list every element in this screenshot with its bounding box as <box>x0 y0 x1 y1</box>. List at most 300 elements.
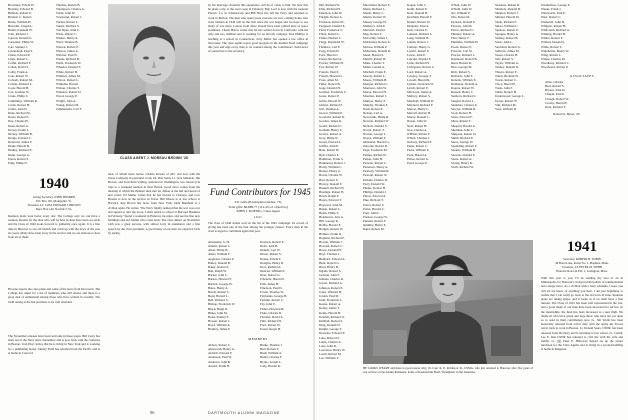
name-entry: Snow, George W. <box>451 140 474 145</box>
name-entry: Hazen, Robert L. <box>319 206 341 211</box>
name-entry: Holmes, Frank D. <box>319 231 342 236</box>
member-entry: Butler, Charles F. <box>260 355 283 360</box>
name-entry: Perry, Donald W. <box>363 181 385 186</box>
name-entry: Fogg, Edwin H. <box>319 48 340 53</box>
name-entry: Parker, John H. <box>363 156 383 161</box>
name-entry: Enright, Robert A. <box>319 15 343 20</box>
name-entry: Mitchell, Frank E. <box>363 69 387 74</box>
name-entry: Goodwin, Robert R. <box>319 115 345 120</box>
name-entry: Metcalf, Robert B. <box>407 111 431 116</box>
name-entry: Cummings, William R. <box>8 98 38 103</box>
name-entry: Francis, Paul E. <box>319 69 340 74</box>
contributor-entry: Evans, Thomas W. <box>260 289 284 294</box>
name-entry: Sawyer, William R. <box>451 106 477 111</box>
name-entry: Norris, Robert T. <box>363 127 385 132</box>
member-entry: Abbott, Robert C. <box>208 343 231 347</box>
name-entry: Wood, George P. <box>56 94 78 99</box>
members-column-2 <box>260 343 308 403</box>
class-agent-photo <box>108 4 200 154</box>
name-entry: Kent, Donald H. <box>407 11 429 16</box>
contributor-entry: Duncan, William E. <box>260 269 286 274</box>
name-entry: Dewey, Frank L. <box>8 127 30 132</box>
name-entry: Hammond, Robert J. <box>319 160 346 165</box>
name-entry: Taylor, William A. <box>495 61 519 66</box>
contributor-entry: Appleton, Charles P. <box>208 256 235 261</box>
contributor-entry: Flint, Richard H. <box>260 318 282 323</box>
name-entry: Stark, John L. <box>495 40 513 45</box>
name-entry: Horton, William J. <box>319 239 343 244</box>
name-entry: Hardy, William C. <box>319 165 343 170</box>
contributors-column-1 <box>208 240 256 334</box>
name-entry: Peirce, Richard C. <box>451 27 475 32</box>
contributor-entry: Baker, Robert E. <box>208 264 230 269</box>
name-entry: Harris, Charles W. <box>319 173 343 178</box>
name-entry: Webster, Paul N. <box>56 52 78 57</box>
name-entry: Hill, George R. <box>319 219 339 224</box>
member-entry: Cady, Harold R. <box>260 363 281 368</box>
name-entry: Sherman, John C. <box>451 127 474 132</box>
name-entry: Dodge, Edward C. <box>8 136 32 140</box>
name-entry: Keith, Robert E. <box>407 7 428 12</box>
name-entry: Rand, Robert M. <box>363 227 385 232</box>
name-entry: Morey, Donald C. <box>407 115 430 120</box>
name-entry: Fuller, Robert B. <box>319 81 341 86</box>
name-entry: Nye, Charles A. <box>407 127 428 132</box>
names-column-left <box>8 3 52 169</box>
name-entry: Wilcox, Robert L. <box>56 77 80 82</box>
class-year-heading: 1940 <box>39 176 69 192</box>
name-entry: Henderson, Jack A. <box>319 214 344 219</box>
name-entry: Vail, Richard M. <box>495 102 517 107</box>
name-entry: Field, Frederick S. <box>319 27 343 32</box>
name-entry: Proctor, Richard L. <box>451 52 476 57</box>
name-entry: Gilbert, Richard F. <box>319 102 343 107</box>
name-entry: Frost, Allen M. <box>319 77 339 82</box>
associate-entry: Dole, Richard T. <box>545 104 567 109</box>
name-entry: Cutler, John D. <box>8 106 28 111</box>
contributor-entry: Barnes, Howard F. <box>208 277 232 282</box>
name-entry: Nichols, Donald S. <box>363 123 388 128</box>
contributor-entry: Allen, Philip H. <box>208 248 229 253</box>
contributor-entry: Doane, Edwin F. <box>260 256 282 261</box>
name-entry: Woodbury, Richard C. <box>541 61 570 66</box>
name-entry: Morse, Edward H. <box>363 90 387 95</box>
name-entry: Wright, John A. <box>56 98 77 103</box>
name-entry: Thayer, Robert E. <box>495 69 518 74</box>
contributor-entry: Bates, Henry A. <box>208 285 229 290</box>
name-entry: Nason, John W. <box>407 119 428 124</box>
name-entry: Ketchum, Harold F. <box>407 15 433 20</box>
name-entry: Willard, Donald S. <box>541 40 565 45</box>
name-entry: Marshall, William D. <box>407 98 435 103</box>
name-entry: Mathews, John E. <box>363 23 386 28</box>
name-entry: Noyes, William F. <box>363 136 387 140</box>
name-entry: West, Robert C. <box>541 15 562 20</box>
name-entry: Scott, Robert H. <box>451 111 472 116</box>
name-entry: Day, Charles H. <box>8 119 29 124</box>
name-entry: Colby, Frank A. <box>8 69 29 74</box>
name-entry: Hatch, Ralph P. <box>319 194 339 199</box>
name-entry: Tenney, Donald R. <box>495 65 519 70</box>
names-column-6 <box>541 3 623 71</box>
name-entry: Kemp, Harold B. <box>319 310 341 315</box>
name-entry: Cox, Gardner N. <box>8 90 30 95</box>
name-entry: Sessions, Robert R. <box>495 3 520 7</box>
name-entry: Miles, Charles T. <box>363 61 385 66</box>
name-entry: Gray, Philip N. <box>319 136 339 140</box>
associate-entry: Bryant, John D. <box>545 88 566 93</box>
name-entry: Burns, William H. <box>8 19 32 24</box>
contributor-entry: Ellis, James B. <box>260 281 279 286</box>
name-entry: Turner, Richard S. <box>56 23 80 28</box>
name-entry: Wheeler, Donald E. <box>56 65 82 70</box>
name-entry: Stone, Robert A. <box>451 156 473 161</box>
name-entry: Wilson, Charles T. <box>56 86 80 91</box>
name-entry: Dickey, William B. <box>8 131 33 136</box>
name-entry: Mead, Harold S. <box>363 52 385 57</box>
name-entry: Lord, Robert A. <box>407 69 428 74</box>
name-entry: Hart, Robert E. <box>319 177 339 182</box>
name-entry: Lane, John R. <box>319 343 337 348</box>
name-entry: Griffin, John P. <box>319 144 339 149</box>
name-entry: Wells, Frederick W. <box>56 61 82 66</box>
name-entry: Slade, Richard F. <box>495 19 517 24</box>
name-entry: Plummer, William H. <box>451 40 479 45</box>
contributor-entry: Bowen, Robert J. <box>208 318 231 323</box>
name-entry: Clark, Robert L. <box>8 57 29 62</box>
name-entry: Taft, Robert S. <box>495 57 514 62</box>
associate-entry: Chapin, Paul E. <box>545 92 566 97</box>
member-entry: Arnold, Frank H. <box>208 363 230 368</box>
name-entry: Saunders, Charles P. <box>451 102 478 107</box>
name-entry: Smith, Richard E. <box>451 136 474 140</box>
contributor-entry: Barker, John C. <box>208 273 228 278</box>
member-entry: Andrews, John B. <box>208 359 231 364</box>
name-entry: Lathrop, Henry G. <box>407 44 431 49</box>
name-entry: Judd, Frederick L. <box>319 298 343 303</box>
contributor-entry: Beach, Robert C. <box>208 289 230 294</box>
contributor-entry: Fiske, Charles R. <box>260 310 282 315</box>
associate-entry: Clough, Robert W. <box>545 96 569 101</box>
name-entry: Conant, Richard L. <box>8 81 33 86</box>
name-entry: Brownlee, Edwin W. <box>8 3 35 7</box>
name-entry: Wilder, Robert E. <box>541 36 564 41</box>
name-entry: Weeks, Frank J. <box>541 7 562 12</box>
member-entry: Burr, Robert T. <box>260 347 280 352</box>
name-entry: Lang, William B. <box>407 36 430 41</box>
name-entry: Kidder, Robert W. <box>407 19 431 24</box>
name-entry: Sanborn, Richard J. <box>451 94 477 99</box>
name-entry: Olmstead, Harold G. <box>363 140 390 145</box>
member-entry: Byrne, Joseph L. <box>260 359 282 364</box>
name-entry: Harper, Henry G. <box>319 169 342 174</box>
name-entry: Green, Edward L. <box>319 140 342 145</box>
contributor-entry: Fisher, Howard M. <box>260 306 285 311</box>
name-entry: Peck, Harold A. <box>407 152 428 157</box>
name-entry: Neal, Robert H. <box>407 123 428 128</box>
name-entry: Gould, Richard C. <box>319 123 343 128</box>
name-entry: Wetherell, John D. <box>541 19 565 24</box>
name-entry: Willis, Robert T. <box>541 44 563 49</box>
name-entry: Erickson, Robert K. <box>319 19 345 24</box>
name-entry: Colwell, Robert M. <box>8 77 33 82</box>
name-entry: Lynch, Robert E. <box>407 86 429 91</box>
contributor-entry: Bishop, Frederick W. <box>208 302 236 307</box>
name-entry: Reed, Harold D. <box>451 61 472 66</box>
name-entry: Stevens, Donald P. <box>451 152 475 157</box>
name-entry: Rogers, Robert W. <box>451 86 475 91</box>
contributor-entry: Dow, Richard A. <box>260 264 282 269</box>
contributor-entry: Boyd, William A. <box>208 323 231 328</box>
name-entry: Gates, Robert P. <box>319 94 340 99</box>
left-page <box>0 0 313 420</box>
name-entry: Hayes, Edward T. <box>319 198 342 203</box>
name-entry: Wade, Robert C. <box>56 32 78 37</box>
name-entry: Pierce, Edward A. <box>363 194 387 199</box>
name-entry: Gordon, James K. <box>319 119 343 124</box>
name-entry: Ingalls, Robert S. <box>319 269 342 273</box>
member-entry: Anderson, Paul W. <box>208 355 232 360</box>
name-entry: Butler, Kenneth W. <box>8 27 33 32</box>
middle-column-text: men, of whom more below. Charlie Rowan of ATC and now with the Texas Company in personnel work. Dr. Bob Stern, Lt. Jack Simonds, Jim Howes, and Tom Reid writing, stationed in Washington, two motorcycle trips to a weekend reunion in New Haven. Good news comes from the meeting at which the Bennett men met for dinner at the Inn and heard of new plans. Ed Mailer writes that he has moved to Chicago, and Lew Brooks is now in the service in Texas. Bill Moore is at law school at Harvard. Ray Brown has news from New York. Dick Burnham is a civilian again. He writes: 'The Navy finally realized that the war was over and agreed to turn me loose. I shall return to school at Harvard Business in February.' Spend a weekend in Hanover, he urges, and see the fine new buildings and old friends who come back. The class dinner on November 14th was a great success, with almost forty in attendance and a fine speech by the class president. A good many of our men are expected back by spring. <box>108 172 200 235</box>
column-1941-text: With this year to you, I'll be sending my best of all in Minneapolis for Hanover's well-provided public accommodations and college news. As a civilian with a busy schedule, I hope you will let me know of anything you hear. I am just beginning to realize that I can really go back to the old town in June. Reunion plans are taking shape, and it looks as if we shall have a fine turnout. The Class of 1941 has been well represented in the war, and a good many of our men have been decorated for service. In the meanwhile, the fund has been increased to a new high. We thank all who have given and urge those who have not yet done so to send in their contribution now. Lt. Jim Wolfe has been honorably released from active duty with the Army Air Forces and is back at work in Boston. Lt. Donald Sears, USNR, has been released from the Navy and is returning to law school. Lt. Comdr. Lee E. Rau USNR has returned to civil life with his wife and family. Lt. (jg) Peter E. Halloway helped set up the award luncheon for the Class Agents and is living in a second-building at home in Kingston. <box>541 276 623 352</box>
name-entry: Pettee, Robert G. <box>407 156 429 161</box>
name-entry: Whitney, James M. <box>56 73 81 78</box>
fund-contributors-title: Fund Contributors for 1945 <box>210 187 311 197</box>
name-entry: Mallory, Robert S. <box>407 94 431 99</box>
name-entry: Hoyt, Thomas L. <box>319 252 341 257</box>
name-entry: Whiting, Harold B. <box>541 32 566 37</box>
name-entry: Hobbs, Harold E. <box>319 223 342 228</box>
name-entry: Lamb, Charles A. <box>319 339 342 344</box>
name-entry: Phinney, Robert A. <box>451 32 476 37</box>
name-entry: Kelley, James T. <box>319 306 340 311</box>
name-entry: Ward, Thomas B. <box>56 40 79 45</box>
contributor-entry: Dyer, Robert G. <box>260 273 281 278</box>
name-entry: King, Donald W. <box>319 323 341 328</box>
name-entry: Rice, George M. <box>451 65 473 70</box>
officer-line: Dept. Box 140, Norfolk 3, Va. <box>35 207 73 211</box>
name-entry: Jewett, Richard A. <box>319 281 343 286</box>
name-entry: Winslow, Robert D. <box>56 90 82 95</box>
name-entry: Buscemi, Joseph L. <box>8 23 33 28</box>
name-entry: Spaulding, Robert F. <box>451 144 478 149</box>
contributor-entry: Dixon, Robert S. <box>260 252 282 257</box>
name-entry: Simpson, Robert D. <box>451 131 477 136</box>
name-entry: Pearson, Robert N. <box>363 173 388 178</box>
name-entry: Parks, William E. <box>407 148 430 153</box>
name-entry: Drake, Harold R. <box>8 144 30 149</box>
name-entry: Keene, Robert A. <box>319 302 342 307</box>
name-entry: Sweet, Charles H. <box>495 52 519 57</box>
member-entry: Ainsworth, Henry A. <box>208 347 235 352</box>
name-entry: Larkin, Robert J. <box>407 40 429 45</box>
name-entry: Pond, George E. <box>407 160 429 165</box>
column-1940-para2: Browne reports the class plans and some of the news from his travels. The College has asked for a list of members who will attend, and there is a good deal of enthusiasm among those who have written in recently. The 1940 outing at the Inn promises to be well attended. <box>8 287 100 304</box>
name-entry: Marsh, Henry C. <box>363 11 385 16</box>
magazine-footer-title: DARTMOUTH ALUMNI MAGAZINE <box>208 411 281 415</box>
name-entry: Maynard, Richard F. <box>407 102 434 107</box>
officer-line: Treasurer, LT. COM. EDWARD J. BROWN <box>27 203 81 207</box>
agent-credit: Robert W. Hever, '40 <box>553 112 580 116</box>
photo-caption: CLASS AGENT J. MOREAU BROWN '28 <box>119 156 189 160</box>
associates-heading: ASSOCIATES <box>569 74 595 78</box>
name-entry: Cole, Robert W. <box>8 73 29 78</box>
contributor-entry: Davison, Robert E. <box>260 240 285 244</box>
name-entry: Raymond, Robert B. <box>451 57 478 62</box>
name-entry: Norton, George L. <box>363 131 387 136</box>
name-entry: Tuttle, Robert H. <box>495 90 517 95</box>
name-entry: Packard, Donald E. <box>451 19 476 24</box>
name-entry: Thompson, Charles A. <box>56 7 85 12</box>
contributor-entry: Fletcher, David A. <box>260 314 284 319</box>
name-entry: White, Robert H. <box>56 69 78 74</box>
name-entry: Tracy, Harold P. <box>495 81 516 86</box>
name-entry: Cook, Harold B. <box>8 86 30 91</box>
name-entry: Bullock, Robert E. <box>8 11 32 16</box>
name-entry: Mann, Richard L. <box>363 7 386 12</box>
class-year-heading-right: 1941 <box>567 239 597 255</box>
name-entry: Miller, Gerald A. <box>363 65 385 70</box>
associate-entry: Crosby, Harold F. <box>545 100 568 105</box>
contributor-entry: Bean, Harold L. <box>208 294 229 299</box>
name-entry: Pratt, John L. <box>363 210 381 215</box>
contributor-entry: Dennis, Carl W. <box>260 248 281 253</box>
name-entry: Tilton, Richard W. <box>495 73 519 78</box>
name-entry: Pike, Richard T. <box>363 198 384 203</box>
name-entry: Winter, Charles M. <box>541 57 566 62</box>
name-entry: Lyman, Frederick W. <box>407 81 434 86</box>
name-entry: Putnam, Robert F. <box>363 219 387 224</box>
name-entry: Williams, Harold <box>56 81 79 86</box>
name-entry: Knowles, Edward P. <box>319 331 345 336</box>
right-page <box>315 0 628 420</box>
names-column-4 <box>451 3 491 171</box>
name-entry: Cavanaugh, Paul S. <box>8 48 33 53</box>
name-entry: Stearns, William B. <box>451 148 476 153</box>
name-entry: Hunt, Robert G. <box>319 260 340 265</box>
associates-list <box>545 80 623 110</box>
officer-line: Secretary, ROBERT B. TOBIN <box>563 257 601 261</box>
name-entry: Nelson, Carl A. <box>363 111 383 116</box>
name-entry: Leach, Robert M. <box>319 352 342 357</box>
name-entry: Phelps, Robert H. <box>363 185 386 190</box>
name-entry: Little, Richard H. <box>407 61 430 66</box>
contributor-entry: Ford, Robert W. <box>260 323 281 328</box>
member-entry: Aldrich, Edward F. <box>208 351 233 356</box>
name-entry: Morgan, Richard C. <box>363 81 389 86</box>
upper-right-column: by his marriage. Possibly this experience will be of value to him. We hear that he plans a trip to the west coast in February. Bob Lord is now with the General Electric Co. in Schenectady and Bill Hays has left the Navy and returned to work in Boston. The men who spent years overseas are now coming home. Our class reunion in 1946 will be the first since the war began and we hope to see many of you there. Letters from those abroad have been printed here as space permitted. Chuck Harris writes that he has settled down in California with his wife and two children and is working for an aircraft company. Don Phillips is teaching at a school in Connecticut. Jerry Miller has opened a law office in Worcester. The class agents report good progress in the Alumni Fund campaign this year and urge every man to be counted among the contributors. Send news of yourselves to the secretary. <box>208 3 308 54</box>
name-entry: Dana, Richard W. <box>8 111 31 116</box>
name-entry: O'Neill, John W. <box>451 7 473 12</box>
name-entry: Ellis, Richard H. <box>319 7 341 12</box>
name-entry: Palmer, Richard E. <box>363 152 388 157</box>
name-entry: Poole, Robert E. <box>451 44 473 49</box>
name-entry: May, Robert F. <box>363 32 383 37</box>
name-entry: Sargent, Robert L. <box>451 98 475 103</box>
name-entry: Morrison, John W. <box>363 86 387 91</box>
name-entry: Kingsley, Paul A. <box>407 23 430 28</box>
officer-line: 49 Bond Lane, Rome No. 1, Hopkins, Minn. <box>555 261 609 265</box>
name-entry: Jackson, John F. <box>319 273 340 278</box>
name-entry: Whitcomb, Richard A. <box>541 27 570 32</box>
name-entry: Van Dyke, John L. <box>56 27 80 32</box>
name-entry: Burdett, C. Robert <box>8 15 32 20</box>
contributor-entry: Emerson, Paul D. <box>260 285 283 290</box>
associate-entry: Beal, Robert S. <box>545 84 565 89</box>
name-entry: Porter, Robert S. <box>363 202 385 207</box>
contributor-entry: Foster, Roger B. <box>260 327 281 332</box>
name-entry: Lovejoy, George T. <box>407 73 432 78</box>
name-entry: Preston, George W. <box>363 214 388 219</box>
name-entry: Swift, Richard W. <box>451 165 474 170</box>
contributor-entry: Edwards, Harold P. <box>260 277 285 282</box>
name-entry: Vose, William D. <box>495 106 517 111</box>
fund-summary-line: JOHN J. KOENIG, Class Agent <box>236 209 280 213</box>
fund-note: The class of 1940 stands well on the list of the 1945 campaign. Its record of giving has been one of the best among the younger classes. Every man in the class is urged to contribute again this year. <box>208 221 308 234</box>
name-entry: Osborne, Robert B. <box>363 144 388 149</box>
name-entry: Newton, Richard W. <box>363 119 390 124</box>
name-entry: Sheldon, Robert J. <box>495 11 519 16</box>
name-entry: Quimby, Henry E. <box>363 223 387 228</box>
name-entry: Gibbs, Harold W. <box>319 98 342 103</box>
name-entry: Flanders, Carl F. <box>319 44 341 49</box>
name-entry: Weatherbee, George E. <box>541 3 571 7</box>
name-entry: Rich, Robert S. <box>451 69 471 74</box>
name-entry: Stoddard, Robert G. <box>495 44 521 49</box>
name-entry: Jones, William H. <box>319 289 342 294</box>
members-column-1 <box>208 343 256 403</box>
name-entry: Emerson, John W. <box>319 11 343 16</box>
name-entry: Munroe, Henry P. <box>363 98 386 103</box>
name-entry: Wing, Robert L. <box>541 52 562 57</box>
name-entry: Hodges, Robert W. <box>319 227 344 232</box>
name-entry: Livingston, Robert C. <box>407 65 435 70</box>
name-entry: Howard, Robert C. <box>319 244 344 249</box>
name-entry: Kimball, Robert S. <box>319 318 344 323</box>
name-entry: Hubbard, Edward A. <box>319 256 346 261</box>
name-entry: Eddy, Philip N. <box>8 160 28 165</box>
name-entry: Townsend, Robert J. <box>56 15 83 20</box>
name-entry: Kagan, John C. <box>407 3 427 7</box>
name-entry: Graves, Robert A. <box>319 131 343 136</box>
name-entry: Parsons, John B. <box>451 23 473 28</box>
name-entry: Lewis, John E. <box>407 52 426 57</box>
name-entry: Platt, Henry F. <box>451 36 470 41</box>
member-entry: Bush, William A. <box>260 351 283 356</box>
name-entry: Ford, Harold J. <box>319 52 339 57</box>
names-column-5 <box>495 3 537 113</box>
fund-summary <box>208 200 308 214</box>
class-officers <box>8 195 100 211</box>
marine-captain-photo <box>363 240 533 364</box>
contributor-entry: Bell, Richard S. <box>208 298 229 303</box>
name-entry: Heath, Philip S. <box>319 210 340 215</box>
name-entry: Hurd, Henry B. <box>319 264 339 269</box>
name-entry: Newcomb, Philip R. <box>363 115 390 120</box>
name-entry: Foster, Richard A. <box>319 57 343 62</box>
members-heading: MEMBERS <box>248 337 268 341</box>
name-entry: Tobin, John W. <box>56 11 76 16</box>
name-entry: Sullivan, James M. <box>495 48 520 53</box>
name-entry: Walker, Henry A. <box>56 36 79 41</box>
name-entry: Moore, William B. <box>363 77 388 82</box>
name-entry: Chase, Edward P. <box>8 52 31 57</box>
name-entry: Finch, Robert L. <box>319 32 341 37</box>
name-entry: Glover, William E. <box>319 111 344 116</box>
name-entry: Davis, Robert E. <box>8 115 30 120</box>
name-entry: Underwood, George L. <box>495 94 525 99</box>
